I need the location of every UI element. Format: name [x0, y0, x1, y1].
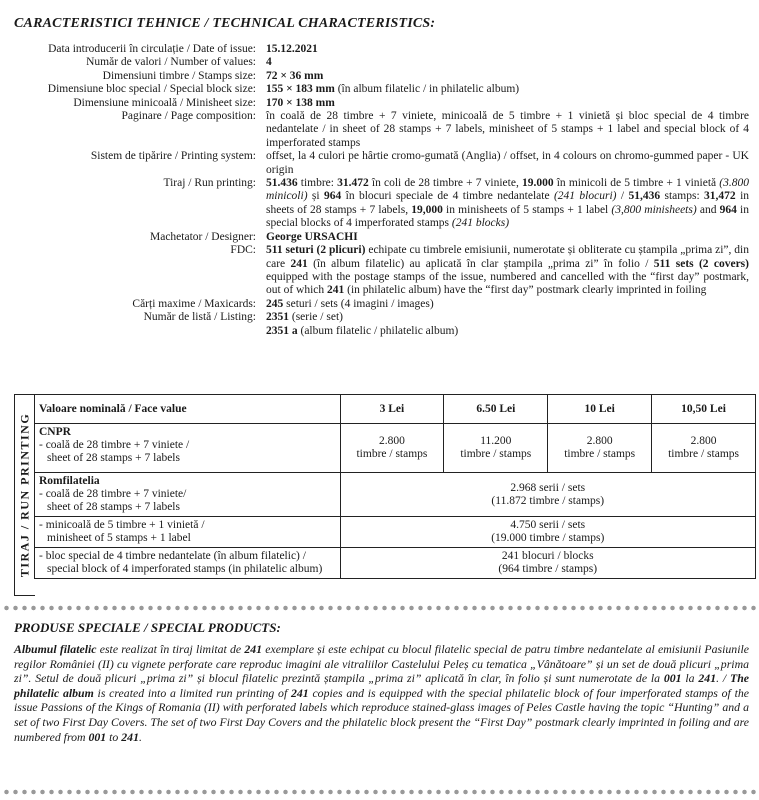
romfil-sheet-line1: - coală de 28 timbre + 7 viniete/ [39, 488, 187, 500]
technical-specs [14, 43, 749, 338]
romfil-title: Romfilatelia [39, 475, 100, 487]
run-text: timbre: [297, 177, 338, 190]
spec-row-page-composition [14, 110, 749, 150]
header-value-4: 10,50 Lei [652, 395, 756, 424]
special-products-text [14, 642, 749, 744]
sp-text: . / [716, 671, 730, 686]
romfil-sheet-stamps: (11.872 timbre / stamps) [491, 494, 605, 507]
spec-value-note: (în album filatelic / in philatelic album) [337, 83, 520, 96]
sp-qty: 241 [244, 642, 263, 656]
cnpr-qty-cell [548, 424, 652, 473]
cnpr-qty-cell [340, 424, 444, 473]
cnpr-qty: 2.800 [379, 435, 405, 447]
spec-label: Număr de valori / Number of values: [86, 56, 256, 69]
spec-label: Data introducerii în circulație / Date of issue: [48, 43, 256, 55]
spec-label: FDC: [230, 244, 256, 257]
run-total-en: 51,436 [628, 190, 661, 203]
spec-value: 4 [266, 56, 272, 69]
spec-row-block-size [14, 83, 749, 96]
cnpr-unit: timbre / stamps [668, 448, 739, 460]
run-minisheet-qty: 19.000 [521, 177, 554, 190]
spec-row-fdc [14, 244, 749, 298]
fdc-text: (in philatelic album) have the “first day” postmark clearly imprinted in foiling [344, 284, 707, 297]
sp-num: 001 [663, 671, 682, 686]
cnpr-unit: timbre / stamps [356, 448, 428, 460]
sp-album-en: The philatelic album [14, 671, 749, 700]
romfil-sheet-qty [340, 473, 755, 517]
sp-text: copies and is equipped with the special philatelic block of four imperforated stamps of the issue Passions of the Kings of Romania (II) with perforated labels which reproduce stained-glass images of Peles Castle having the topic “Hunting” and a set of two First Day Covers. The set of two First Day Covers and the philatelic block present the “First Day” postmark clearly imprinted in foiling and are numbered from [14, 685, 749, 744]
table-row-cnpr [35, 424, 756, 473]
table-row-romfilatelia-minisheet [35, 517, 756, 548]
section-title-special: PRODUSE SPECIALE / SPECIAL PRODUCTS: [14, 620, 281, 635]
romfil-block-stamps: (964 timbre / stamps) [498, 563, 598, 575]
sp-text: to [106, 729, 122, 744]
cnpr-unit: timbre / stamps [460, 448, 532, 460]
spec-row-num-values [14, 56, 749, 69]
spec-value: 2351 [266, 311, 289, 324]
run-printing-table [34, 394, 756, 579]
spec-label: Machetator / Designer: [149, 230, 256, 243]
cnpr-qty: 2.800 [690, 435, 717, 447]
spec-row-maxicards [14, 298, 749, 311]
spec-label: Cărți maxime / Maxicards: [132, 297, 256, 310]
fdc-sets: 511 seturi (2 plicuri) [266, 244, 366, 257]
sp-num: 241 [121, 729, 139, 744]
run-printing-table-wrap [34, 394, 756, 579]
run-block-qty: 964 [324, 190, 342, 203]
table-row-romfilatelia-block [35, 548, 756, 579]
sp-text: la [681, 671, 699, 686]
spec-value: offset, la 4 culori pe hârtie cromo-gumată (Anglia) / offset, in 4 colours on chromo-gummed paper - UK origin [266, 150, 749, 176]
cnpr-line1: - coală de 28 timbre + 7 viniete / [39, 439, 190, 451]
run-note: (3.800 minicoli) [266, 177, 749, 203]
cnpr-qty: 11.200 [480, 435, 512, 447]
spec-label: Paginare / Page composition: [121, 110, 256, 123]
romfil-block-line1: - bloc special de 4 timbre nedantelate (în album filatelic) / [39, 550, 306, 562]
sp-qty: 241 [290, 685, 309, 700]
cnpr-desc-cell [35, 424, 341, 473]
run-text: and [696, 203, 720, 216]
cnpr-qty: 2.800 [586, 435, 613, 447]
spec-value: 245 [266, 297, 284, 310]
run-text: stamps: [660, 190, 705, 203]
spec-value-run [266, 177, 749, 231]
romfil-minisheet-sets: 4.750 serii / sets [510, 519, 586, 531]
header-face-value: Valoare nominală / Face value [35, 395, 341, 424]
romfil-block-count: 241 blocuri / blocks [501, 550, 594, 562]
run-text: în minicoli de 5 timbre + 1 vinietă [553, 177, 720, 190]
dotted-divider [0, 788, 759, 796]
spec-value: 2351 a [266, 324, 298, 337]
spec-label: Dimensiune bloc special / Special block size: [47, 83, 256, 96]
section-title-technical: CARACTERISTICI TEHNICE / TECHNICAL CHARACTERISTICS: [14, 16, 436, 31]
sp-num: 241 [698, 671, 717, 686]
spec-value-note: seturi / sets (4 imagini / images) [283, 297, 434, 310]
cnpr-line2: sheet of 28 stamps + 7 labels [47, 452, 180, 464]
spec-label: Număr de listă / Listing: [143, 311, 256, 324]
fdc-album-qty-en: 241 [327, 284, 345, 297]
run-total: 51.436 [266, 177, 298, 190]
cnpr-title: CNPR [39, 426, 71, 438]
spec-row-designer [14, 231, 749, 244]
romfil-sheet-line2: sheet of 28 stamps + 7 labels [47, 501, 180, 513]
header-value-1: 3 Lei [340, 395, 444, 424]
spec-value: 15.12.2021 [266, 43, 318, 55]
spec-label: Dimensiune minicoală / Minisheet size: [73, 96, 256, 109]
romfil-block-qty [340, 548, 755, 579]
spec-row-stamp-size [14, 70, 749, 83]
fdc-sets-en: 511 sets (2 covers) [653, 257, 749, 270]
table-header-row [35, 395, 756, 424]
spec-label: Dimensiuni timbre / Stamps size: [102, 69, 256, 82]
spec-label: Sistem de tipărire / Printing system: [90, 150, 256, 163]
spec-value: în coală de 28 timbre + 7 viniete, minicoală de 5 timbre + 1 vinietă și bloc special de 4 timbre nedantelate / in sheet of 28 stamps + 7 labels, minisheet of 5 stamps + 1 label and special block of 4 imperforated stamps [266, 110, 749, 149]
cnpr-qty-cell [444, 424, 548, 473]
romfil-minisheet-line1: - minicoală de 5 timbre + 1 vinietă / [39, 519, 205, 531]
run-text: / [616, 190, 629, 203]
sp-text: is created into a limited run printing of [93, 685, 291, 700]
run-text: in minisheets of 5 stamps + 1 label [442, 203, 612, 216]
romfil-minisheet-desc [35, 517, 341, 548]
run-sheet-qty: 31.472 [337, 177, 369, 190]
spec-row-issue-date [14, 43, 749, 56]
run-text: în blocuri speciale de 4 timbre nedantelate [341, 190, 554, 203]
spec-value-fdc [266, 244, 749, 298]
sp-text: este realizat în tiraj limitat de [96, 642, 245, 656]
cnpr-unit: timbre / stamps [564, 448, 636, 460]
spec-value-note: (serie / set) [289, 311, 343, 324]
spec-value: 155 × 183 mm [266, 83, 335, 96]
fdc-text: (în album filatelic) au aplicată în clar ștampila „prima zi” în folio / [307, 257, 654, 270]
fdc-text: echipate cu timbrele emisiunii, numerotate și obliterate cu ștampila „prima zi”, din care [266, 244, 750, 270]
run-note: (241 blocuri) [553, 190, 617, 203]
fdc-album-qty: 241 [290, 257, 308, 270]
spec-row-run-printing [14, 177, 749, 231]
spec-row-listing [14, 311, 749, 324]
fdc-text: equipped with the postage stamps of the issue, numbered and cancelled with the “first day” postmark, out of which [266, 270, 749, 297]
spec-value: George URSACHI [266, 230, 358, 243]
run-text: in sheets of 28 stamps + 7 labels, [266, 190, 750, 216]
run-text: în coli de 28 timbre + 7 viniete, [368, 177, 522, 190]
run-note: (241 blocks) [451, 217, 510, 230]
spec-row-minisheet-size [14, 97, 749, 110]
cnpr-qty-cell [652, 424, 756, 473]
spec-value-note: (album filatelic / philatelic album) [297, 324, 459, 337]
sp-num: 001 [88, 729, 107, 744]
header-value-2: 6.50 Lei [444, 395, 548, 424]
romfil-block-line2: special block of 4 imperforated stamps (in philatelic album) [47, 563, 323, 575]
sp-text: . [138, 729, 142, 744]
run-printing-side-label [14, 394, 35, 596]
run-block-qty-en: 964 [719, 203, 737, 216]
spec-value: 72 × 36 mm [266, 69, 324, 82]
romfil-block-desc [35, 548, 341, 579]
run-note: (3,800 minisheets) [611, 203, 697, 216]
romfil-sheet-desc [35, 473, 341, 517]
header-value-3: 10 Lei [548, 395, 652, 424]
run-sheet-qty-en: 31,472 [704, 190, 736, 203]
spec-label: Tiraj / Run printing: [163, 177, 256, 190]
run-text: in special blocks of 4 imperforated stamps [266, 203, 750, 230]
spec-row-printing-system [14, 150, 749, 177]
run-minisheet-qty-en: 19,000 [411, 203, 443, 216]
run-text: și [307, 190, 324, 203]
romfil-sheet-sets: 2.968 serii / sets [510, 481, 586, 494]
dotted-divider [0, 604, 759, 612]
spec-row-listing-album [14, 325, 749, 338]
spec-value: 170 × 138 mm [266, 96, 335, 109]
sp-album-ro: Albumul filatelic [14, 642, 97, 656]
sp-text: exemplare și este echipat cu blocul filatelic special de patru timbre nedantelate al emisiunii Pasiunile regilor României (II) cu vignete perforate care reproduc imagini ale vitraliilor Castelului Peleș cu tematica „Vânătoare” și un set de două plicuri „prima zi”. Setul de două plicuri „prima zi” și blocul filatelic prezintă ștampila „prima zi” aplicată în clar, în folio și sunt numerotate de la [14, 642, 749, 686]
romfil-minisheet-qty [340, 517, 755, 548]
romfil-minisheet-stamps: (19.000 timbre / stamps) [491, 532, 605, 544]
table-row-romfilatelia-sheet [35, 473, 756, 517]
side-label-text: TIRAJ / RUN PRINTING [17, 412, 32, 578]
romfil-minisheet-line2: minisheet of 5 stamps + 1 label [47, 532, 191, 544]
